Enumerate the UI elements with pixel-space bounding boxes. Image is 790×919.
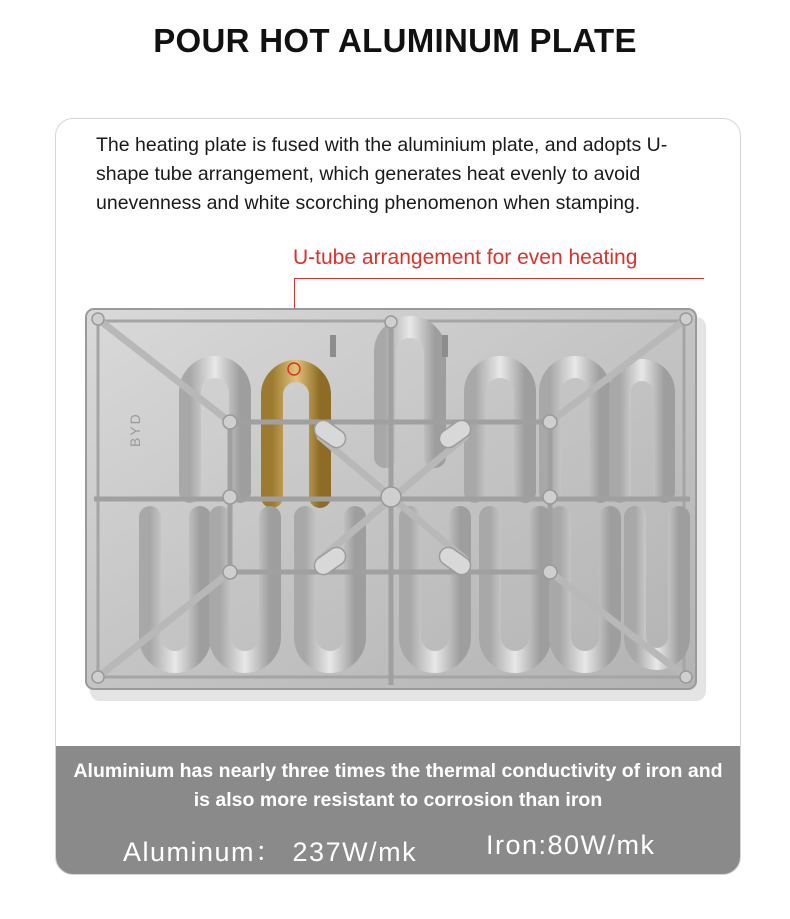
conductivity-band (56, 746, 740, 874)
aluminum-conductivity: Aluminum： 237W/mk (123, 837, 418, 867)
u-tube-callout-label: U-tube arrangement for even heating (293, 246, 638, 269)
plate-stamp-text: BYD (127, 412, 143, 447)
callout-leader-line (294, 278, 704, 279)
feature-card (55, 118, 741, 875)
conductivity-description: Aluminium has nearly three times the thermal conductivity of iron and is also more resistant to corrosion than iron (73, 760, 723, 811)
conductivity-specs (56, 830, 740, 866)
iron-conductivity: Iron:80W/mk (486, 830, 656, 860)
aluminum-plate-photo (80, 297, 710, 707)
page-title: POUR HOT ALUMINUM PLATE (153, 22, 637, 59)
intro-paragraph: The heating plate is fused with the aluminium plate, and adopts U-shape tube arrangement, which generates heat evenly to avoid unevenness and white scorching phenomenon when stamping. (96, 134, 668, 214)
